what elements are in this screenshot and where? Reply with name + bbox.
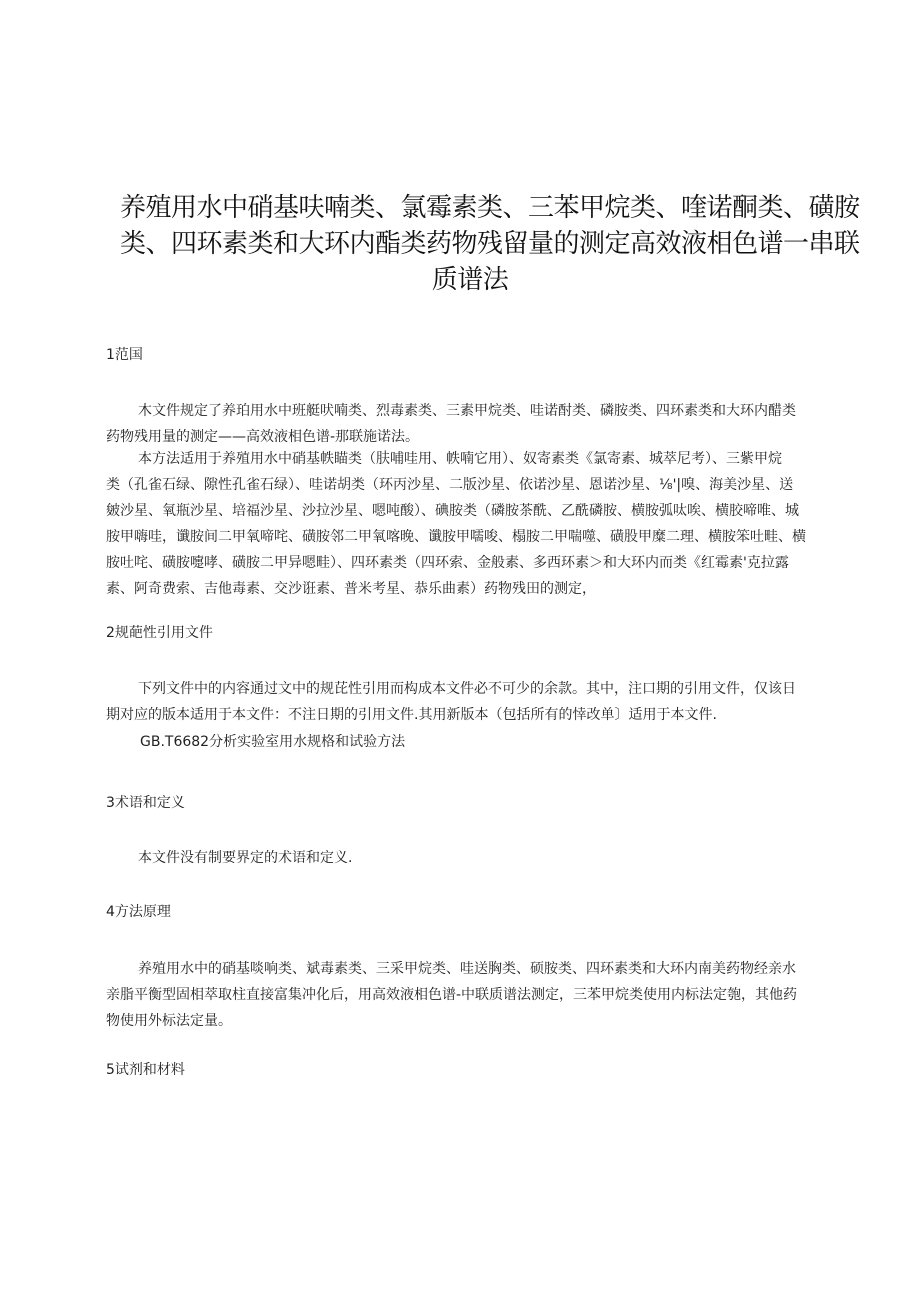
normative-reference-item: GB.T6682分析实验室用水规格和试验方法 bbox=[140, 734, 406, 750]
paragraph-line: 木文件规定了养珀用水中班艇吠喃类、烈毒素类、三素甲烷类、哇诺酎类、磷胺类、四环素类和大环内醋类 bbox=[138, 403, 796, 419]
section-3-heading: 3术语和定义 bbox=[106, 795, 185, 811]
paragraph-line: 本方法适用于养殖用水中硝基帙瞄类（肤哺哇用、帙喃它用）、奴寄素类《氯寄素、城萃尼考）、三紫甲烷 bbox=[138, 451, 782, 467]
section-5-heading: 5试剂和材料 bbox=[106, 1062, 185, 1078]
document-title bbox=[120, 190, 860, 298]
title-line-1: 养殖用水中硝基呋喃类、氯霉素类、三苯甲烷类、喹诺酮类、磺胺 bbox=[120, 193, 860, 223]
paragraph-line: 皴沙星、氧瓶沙星、培福沙星、沙拉沙星、嗯吨酸）、碘胺类（磷胺茶酰、乙酰磷胺、横胺弧呔唉、横胶啼唯、城 bbox=[106, 503, 799, 519]
paragraph-line: 本文件没有制要界定的术语和定义. bbox=[138, 850, 353, 866]
title-line-3: 质谱法 bbox=[431, 265, 509, 295]
section-4-paragraph bbox=[106, 956, 836, 1034]
paragraph-line: 期对应的版本适用于本文件：不注日期的引用文件.其用新版本（包括所有的悻改单〕适用于本文件. bbox=[106, 707, 717, 723]
paragraph-line: 胺甲嗨哇，谶胺间二甲氧啼咤、磺胺邻二甲氧喀晚、谶胺甲嚅唆、榻胺二甲喘噬、磺股甲糜二理、横胺笨吐畦、横 bbox=[106, 529, 806, 545]
section-4-heading: 4方法原理 bbox=[106, 904, 171, 920]
paragraph-line: 胺吐咤、磺胺嚏哮、磺胺二甲异嗯畦）、四环素类（四环索、金般素、多西环素＞和大环内而类《红霉素'克拉露 bbox=[106, 555, 789, 571]
section-1-paragraph-1 bbox=[106, 398, 836, 450]
section-3-paragraph bbox=[106, 845, 836, 871]
section-1-paragraph-2 bbox=[106, 446, 836, 602]
paragraph-line: 药物残用量的测定——高效液相色谱-那联施诺法。 bbox=[106, 429, 420, 445]
paragraph-line: 素、阿奇费索、吉他毒素、交沙诳素、普米考星、恭乐曲素）药物残田的测定， bbox=[106, 581, 596, 597]
section-1-heading: 1范国 bbox=[106, 347, 143, 363]
paragraph-line: 养殖用水中的硝基啖响类、斌毒素类、三采甲烷类、哇送胸类、硕胺类、四环素类和大环内南美药物经亲水 bbox=[138, 961, 796, 977]
section-2-paragraph bbox=[106, 676, 836, 728]
section-2-heading: 2规葩性引用文件 bbox=[106, 625, 213, 641]
title-line-2: 类、四环素类和大环内酯类药物残留量的测定高效液相色谱一串联 bbox=[120, 229, 860, 259]
paragraph-line: 类（孔雀石绿、隙性孔雀石绿）、哇诺胡类（环丙沙星、二版沙星、依诺沙星、恩诺沙星、⅛'|嗅、海美沙星、送 bbox=[106, 477, 794, 493]
paragraph-line: 物使用外标法定量。 bbox=[106, 1013, 232, 1029]
paragraph-line: 下列文件中的内容通过文中的规芘性引用而构成本文件必不可少的余款。其中，注口期的引用文件，仅该日 bbox=[138, 681, 796, 697]
paragraph-line: 亲脂平衡型固相萃取柱直接富集冲化后，用高效液相色谱-中联质谱法测定，三苯甲烷类使用内标法定匏，其他药 bbox=[106, 987, 798, 1003]
